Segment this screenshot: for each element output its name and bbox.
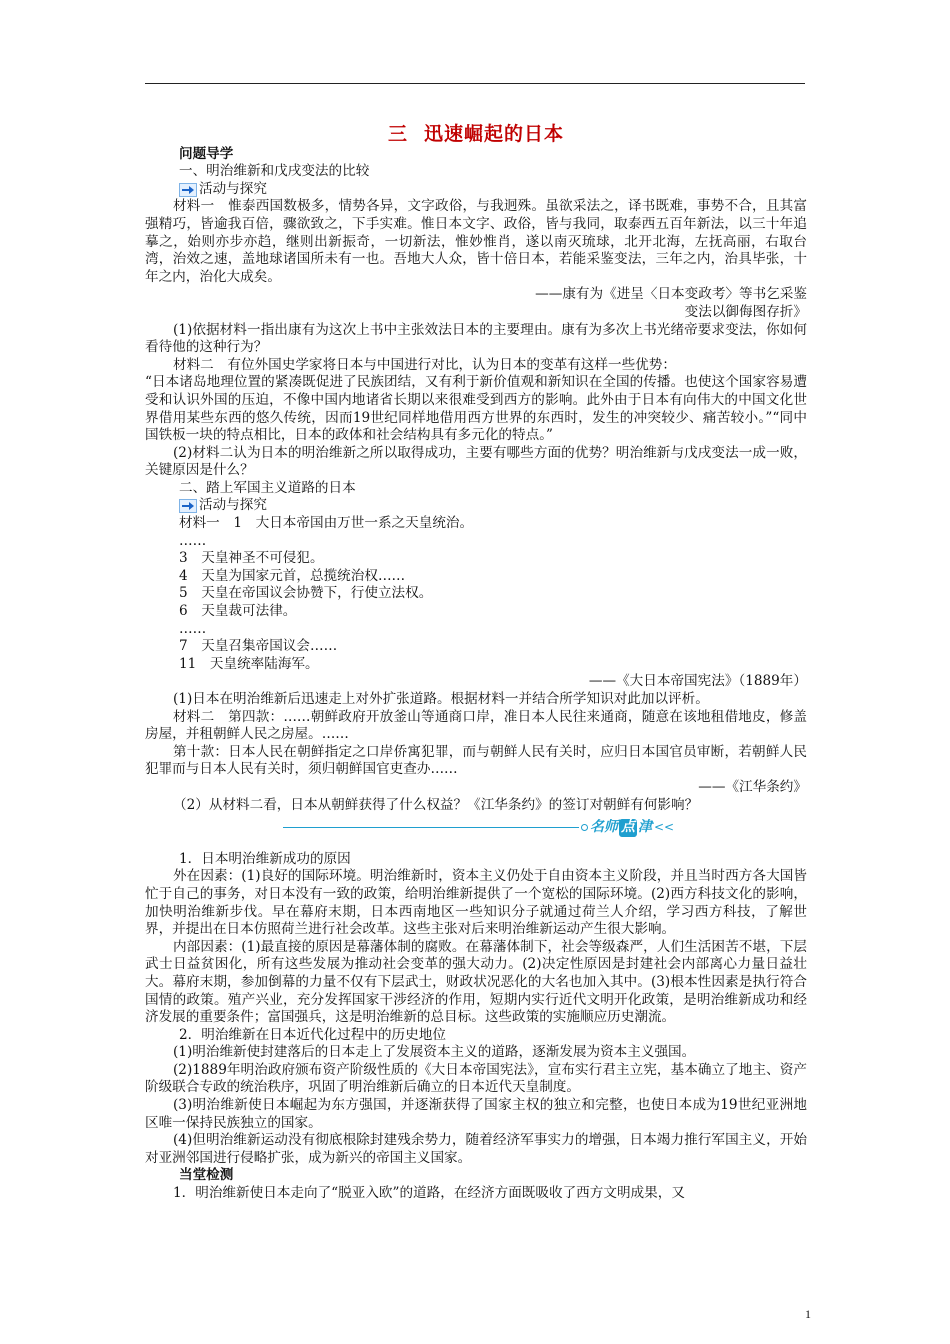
question-1: (1)依据材料一指出康有为这次上书中主张效法日本的主要理由。康有为多次上书光绪帝要求变法，你如何看待他的这种行为？ (145, 321, 807, 356)
teacher-tips-divider (283, 819, 807, 837)
check-question-1: 1．明治维新使日本走向了“脱亚入欧”的道路，在经济方面既吸收了西方文明成果，又 (173, 1185, 685, 1202)
notes-external-factors: 外在因素：(1)良好的国际环境。明治维新时，资本主义仍处于自由资本主义阶段，并且当时西方各大国皆忙于自己的事务，对日本没有一致的政策，给明治维新提供了一个宽松的国际环境。(2)西方科技文化的影响，加快明治维新步伐。早在幕府末期，日本西南地区一些知识分子就通过荷兰人介绍，学习西方科技，了解世界，并提出在日本仿照荷兰进行社会改革。这些主张对后来明治维新运动产生很大影响。 (145, 868, 807, 938)
notes-item-2: (2)1889年明治政府颁布资产阶级性质的《大日本帝国宪法》，宣布实行君主立宪，基本确立了地主、资产阶级联合专政的统治秩序，巩固了明治维新后确立的日本近代天皇制度。 (145, 1061, 807, 1096)
constitution-line: 5 天皇在帝国议会协赞下，行使立法权。 (179, 585, 433, 602)
header-rule (145, 83, 805, 84)
title-text: 迅速崛起的日本 (424, 123, 565, 145)
treaty-source: ——《江华条约》 (698, 778, 807, 795)
activity-label-2 (145, 497, 807, 515)
activity-text: 活动与探究 (199, 497, 267, 514)
chevron-left-icon: << (654, 820, 675, 835)
arrow-icon (179, 499, 197, 513)
material-1-source-1: ——康有为《进呈〈日本变政考〉等书乞采鉴 (535, 286, 807, 303)
material-1: 材料一 惟泰西国数极多，情势各异，文字政俗，与我迥殊。虽欲采法之，译书既难，事势不合，且其富强精巧，皆逾我百倍，骤欲致之，下手实难。惟日本文字、政俗，皆与我同，取泰西五百年新法，以三十年追摹之，始则亦步亦趋，继则出新振奇，一切新法，惟妙惟肖，遂以南灭琉球，北开北海，左抚高丽，右取台湾，治效之速，盖地球诸国所未有一也。吾地大人众，皆十倍日本，若能采鉴变法，三年之内，治具毕张，十年之内，治化大成矣。 (145, 198, 807, 285)
document-body (145, 100, 807, 1203)
question-2: (2)材料二认为日本的明治维新之所以取得成功，主要有哪些方面的优势？明治维新与戊戌变法一成一败，关键原因是什么？ (145, 444, 807, 479)
constitution-line: 7 天皇召集帝国议会…… (179, 638, 338, 655)
divider-dot (581, 824, 588, 831)
material-1-source-2: 变法以御侮图存折》 (684, 303, 807, 320)
constitution-line: 4 天皇为国家元首，总揽统治权…… (179, 567, 406, 584)
section2-heading: 二、踏上军国主义道路的日本 (179, 479, 356, 496)
divider-line (283, 827, 579, 828)
page-title (145, 123, 807, 145)
material-2: 材料二 有位外国史学家将日本与中国进行对比，认为日本的变革有这样一些优势： (173, 356, 676, 373)
page-number: 1 (805, 1307, 811, 1321)
check-heading: 当堂检测 (179, 1167, 234, 1184)
notes-item-3: (3)明治维新使日本崛起为东方强国，并逐渐获得了国家主权的独立和完整，也使日本成为19世纪亚洲地区唯一保持民族独立的国家。 (145, 1097, 807, 1131)
constitution-line: …… (179, 620, 207, 637)
constitution-line: 6 天皇裁可法律。 (179, 603, 297, 620)
constitution-line: 11 天皇统率陆海军。 (179, 655, 319, 672)
title-number: 三 (387, 123, 408, 145)
notes-item-4: (4)但明治维新运动没有彻底根除封建残余势力，随着经济军事实力的增强，日本竭力推行军国主义，开始对亚洲邻国进行侵略扩张，成为新兴的帝国主义国家。 (145, 1132, 807, 1166)
notes-item-1: (1)明治维新使封建落后的日本走上了发展资本主义的道路，逐渐发展为资本主义强国。 (173, 1044, 696, 1061)
activity-text: 活动与探究 (199, 180, 267, 197)
notes-heading-2: 2．明治维新在日本近代化过程中的历史地位 (179, 1026, 446, 1043)
notes-internal-factors: 内部因素：(1)最直接的原因是幕藩体制的腐败。在幕藩体制下，社会等级森严，人们生活困苦不堪，下层武士日益贫困化，所有这些发展为推动社会变革的强大动力。(2)决定性原因是封建社会内部离心力量日益壮大。幕府末期，参加倒幕的力量不仅有下层武士，财政状况恶化的大名也加入其中。(3)根本性因素是执行符合国情的政策。殖产兴业，充分发挥国家干涉经济的作用，短期内实行近代文明开化政策，是明治维新成功和经济发展的重要条件；富国强兵，这是明治维新的总目标。这些政策的实施顺应历史潮流。 (145, 938, 807, 1026)
constitution-source: ——《大日本帝国宪法》（1889年） (588, 673, 807, 690)
constitution-line: 3 天皇神圣不可侵犯。 (179, 550, 324, 567)
treaty-clause-10: 第十款：日本人民在朝鲜指定之口岸侨寓犯罪，而与朝鲜人民有关时，应归日本国官员审断，若朝鲜人民犯罪而与日本人民有关时，须归朝鲜国官吏查办…… (145, 743, 807, 778)
question-4: （2）从材料二看，日本从朝鲜获得了什么权益？《江华条约》的签订对朝鲜有何影响？ (173, 796, 699, 813)
teacher-tips-label: 名师 点 津 (590, 819, 652, 836)
notes-heading-1: 1．日本明治维新成功的原因 (179, 850, 351, 867)
section1-heading: 一、明治维新和戊戌变法的比较 (179, 163, 370, 180)
treaty-clause-4: 材料二 第四款：……朝鲜政府开放釜山等通商口岸，准日本人民往来通商，随意在该地租借地皮，修盖房屋，并租朝鲜人民之房屋。…… (145, 708, 807, 743)
material-2-quote: “日本诸岛地理位置的紧凑既促进了民族团结，又有利于新价值观和新知识在全国的传播。也使这个国家容易遭受和认识外国的压迫，不像中国内地诸省长期以来很难受到西方的影响。此外由于日本有向伟大的中国文化世界借用某些东西的悠久传统，因而19世纪同样地借用西方世界的东西时，发生的冲突较少、痛苦较小。”“同中国铁板一块的特点相比，日本的政体和社会结构具有多元化的特点。” (145, 374, 807, 444)
arrow-icon (179, 183, 197, 197)
constitution-line: …… (179, 532, 207, 549)
guide-heading: 问题导学 (179, 145, 234, 162)
question-3: (1)日本在明治维新后迅速走上对外扩张道路。根据材料一并结合所学知识对此加以评析。 (173, 691, 709, 707)
constitution-line: 材料一 1 大日本帝国由万世一系之天皇统治。 (179, 515, 474, 532)
activity-label-1 (145, 181, 807, 199)
